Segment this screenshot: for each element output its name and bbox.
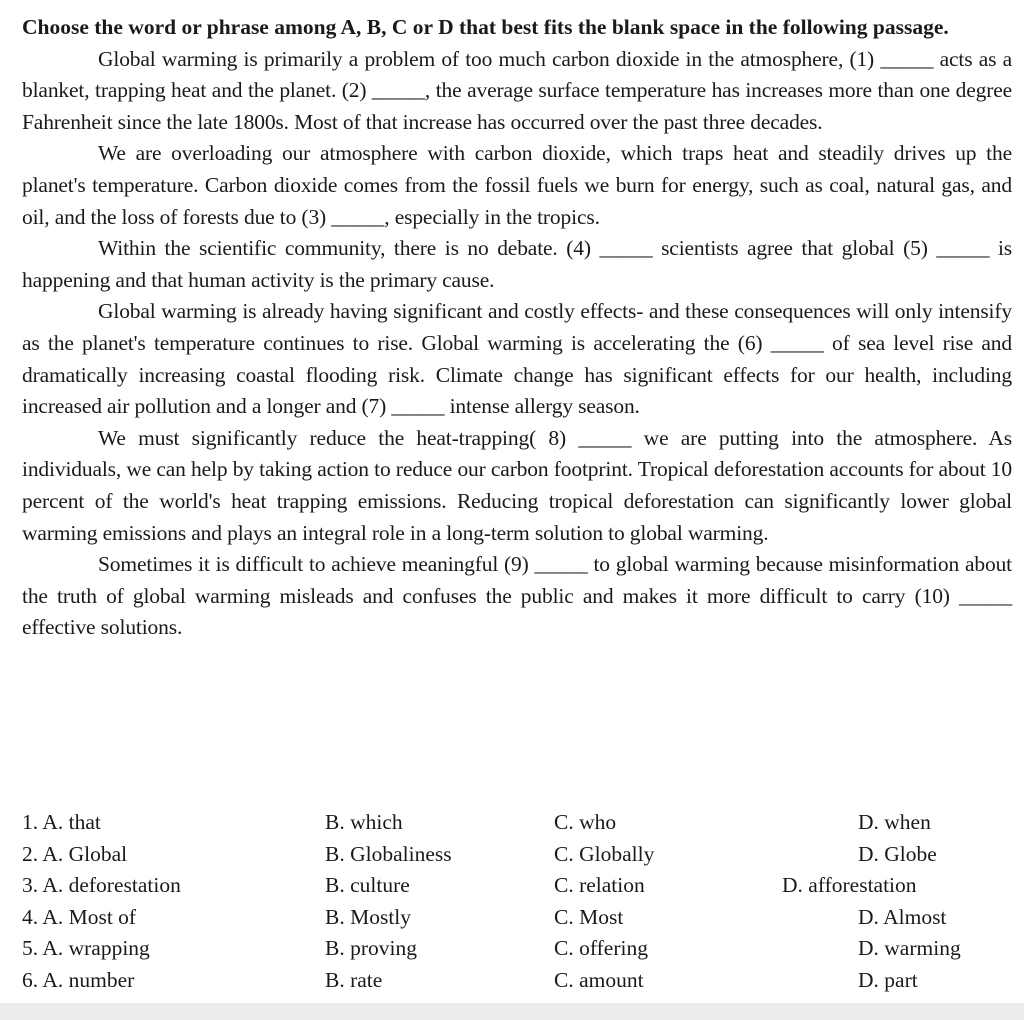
- option-b: B. proving: [325, 936, 417, 961]
- option-a: 6. A. number: [22, 967, 135, 992]
- passage-paragraph-1: Global warming is primarily a problem of too much carbon dioxide in the atmosphere, (1) _____ acts as a blanket, trapping heat and the planet. (2) _____, the average surface temperature has increases more than one degree Fahrenheit since the late 1800s. Most of that increase has occurred over the past three decades.: [22, 46, 1012, 134]
- question-row-3: [22, 870, 1012, 902]
- option-a: 4. A. Most of: [22, 904, 137, 929]
- question-row-5: [22, 933, 1012, 965]
- option-d: D. Globe: [858, 841, 937, 866]
- question-row-4: [22, 902, 1012, 934]
- passage-paragraph-2: We are overloading our atmosphere with carbon dioxide, which traps heat and steadily drives up the planet's temperature. Carbon dioxide comes from the fossil fuels we burn for energy, such as coal, natural gas, and oil, and the loss of forests due to (3) _____, especially in the tropics.: [22, 141, 1012, 229]
- document-page: [22, 12, 1012, 644]
- passage-paragraph-4: Global warming is already having significant and costly effects- and these consequences will only intensify as the planet's temperature continues to rise. Global warming is accelerating the (6) _____ of sea level rise and dramatically increasing coastal flooding risk. Climate change has significant effects for our health, including increased air pollution and a longer and (7) _____ intense allergy season.: [22, 299, 1012, 419]
- option-c: C. Globally: [554, 841, 655, 866]
- option-d: D. part: [858, 967, 918, 992]
- option-d: D. when: [858, 810, 931, 834]
- option-b: B. rate: [325, 967, 383, 992]
- question-row-2: [22, 839, 1012, 871]
- option-c: C. Most: [554, 904, 624, 929]
- option-a: 3. A. deforestation: [22, 873, 181, 898]
- instruction-heading: Choose the word or phrase among A, B, C or D that best fits the blank space in the following passage.: [22, 15, 949, 39]
- cropped-bottom-edge: [0, 1003, 1024, 1020]
- passage-paragraph-6: Sometimes it is difficult to achieve meaningful (9) _____ to global warming because misinformation about the truth of global warming misleads and confuses the public and makes it more difficult to carry (10) _____ effective solutions.: [22, 552, 1012, 640]
- answer-options: [22, 807, 1012, 997]
- option-b: B. Globaliness: [325, 841, 452, 866]
- passage-paragraph-5: We must significantly reduce the heat-trapping( 8) _____ we are putting into the atmosphere. As individuals, we can help by taking action to reduce our carbon footprint. Tropical deforestation accounts for about 10 percent of the world's heat trapping emissions. Reducing tropical deforestation can significantly lower global warming emissions and plays an integral role in a long-term solution to global warming.: [22, 425, 1012, 545]
- option-d: D. afforestation: [782, 873, 917, 898]
- option-b: B. which: [325, 810, 403, 834]
- option-d: D. Almost: [858, 904, 947, 929]
- question-row-6: [22, 965, 1012, 997]
- option-c: C. who: [554, 810, 617, 834]
- passage-paragraph-3: Within the scientific community, there is no debate. (4) _____ scientists agree that global (5) _____ is happening and that human activity is the primary cause.: [22, 236, 1012, 292]
- option-a: 2. A. Global: [22, 841, 128, 866]
- question-row-1: [22, 807, 1012, 839]
- option-c: C. relation: [554, 873, 645, 898]
- option-b: B. Mostly: [325, 904, 412, 929]
- option-c: C. offering: [554, 936, 648, 961]
- option-a: 5. A. wrapping: [22, 936, 150, 961]
- option-d: D. warming: [858, 936, 961, 961]
- option-c: C. amount: [554, 967, 644, 992]
- option-b: B. culture: [325, 873, 410, 898]
- option-a: 1. A. that: [22, 810, 101, 834]
